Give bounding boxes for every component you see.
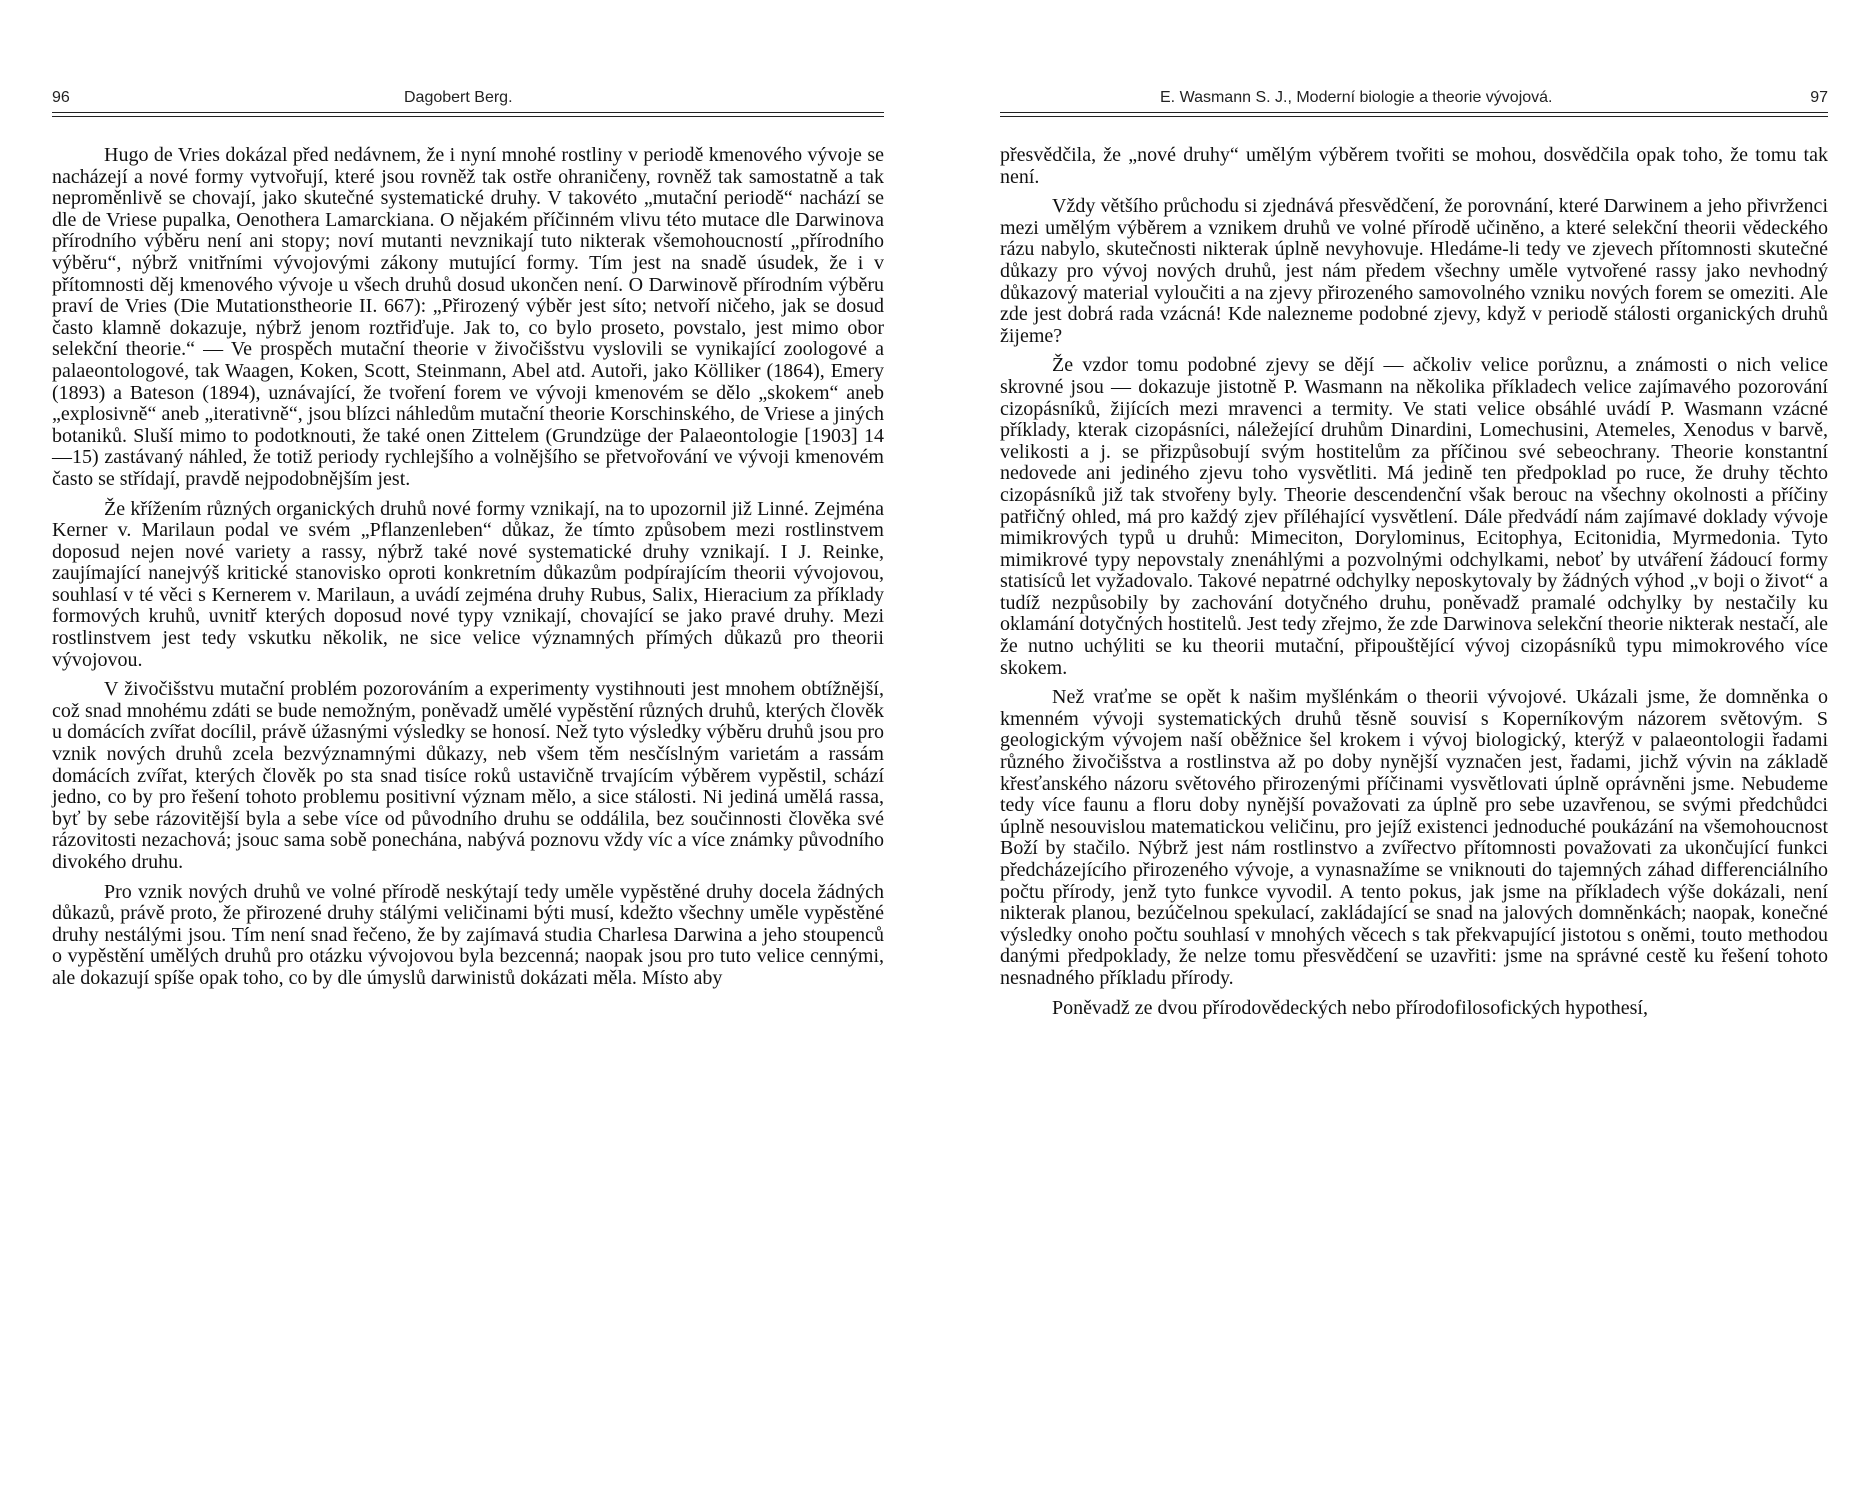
body-text: [1000, 145, 1828, 1027]
page-number: 97: [1810, 89, 1828, 106]
header-rule: [1000, 116, 1828, 117]
paragraph: Pro vznik nových druhů ve volné přírodě neskýtají tedy uměle vypěstěné druhy docela žádných důkazů, právě proto, že přirozené druhy stálými veličinami býti musí, kdežto všechny uměle vypěstěné druhy nestálými jsou. Tím není snad řečeno, že by zajímavá studia Charlesa Darwina a jeho stoupenců o vypěstění umělých druhů pro otázku vývojovou byla bezcenná; naopak jsou pro tuto velice cennými, ale dokazují spíše opak toho, co by dle úmyslů darwinistů dokázati měla. Místo aby: [52, 880, 884, 989]
paragraph: přesvědčila, že „nové druhy“ umělým výběrem tvořiti se mohou, dosvědčila opak toho, že tomu tak není.: [1000, 144, 1828, 188]
running-head: [52, 89, 884, 111]
paragraph: Hugo de Vries dokázal před nedávnem, že i nyní mnohé rostliny v periodě kmenového vývoje se nacházejí a nové formy vytvořují, které jsou rovněž tak ostře ohraničeny, rovněž tak samostatně a tak neproměnlivě se chovají, jako skutečné systematické druhy. V takovéto „mutační periodě“ nachází se dle de Vriese pupalka, Oenothera Lamarckiana. O nějakém příčinném vlivu této mutace dle Darwinova přírodního výběru není ani stopy; noví mutanti nevznikají tuto nikterak všemohoucností „přírodního výběru“, nýbrž vnitřními vývojovými zákony mutující formy. Tím jest na snadě úsudek, že i v přítomnosti děj kmenového vývoje u všech druhů dosud ukončen není. O Darwinově přírodním výběru praví de Vries (Die Mutationstheorie II. 667): „Přirozený výběr jest síto; netvoří ničeho, jak se dosud často klamně dokazuje, nýbrž jenom roztřiďuje. Jak to, co bylo proseto, povstalo, jest mimo obor selekční theorie.“ — Ve prospěch mutační theorie v živočišstvu vyslovili se vynikající zoologové a palaeontologové, tak Waagen, Koken, Scott, Steinmann, Abel atd. Autoři, jako Kölliker (1864), Emery (1893) a Bateson (1894), uznávající, že tvoření forem ve vývoji kmenovém se dělo „skokem“ aneb „explosivně“ aneb „iterativně“, jsou blízci náhledům mutační theorie Korschinského, de Vriese a jiných botaniků. Sluší mimo to podotknouti, že také onen Zittelem (Grundzüge der Palaeontologie [1903] 14—15) zastávaný náhled, že totiž periody rychlejšího a volnějšího se přetvořování ve vývoji kmenovém často se střídají, pravdě nejpodobnějším jest.: [52, 144, 884, 490]
left-page: [52, 0, 884, 1500]
running-title: E. Wasmann S. J., Moderní biologie a theorie vývojová.: [1160, 89, 1553, 106]
paragraph: V živočišstvu mutační problém pozorováním a experimenty vystihnouti jest mnohem obtížnější, což snad mnohému zdáti se bude nemožným, poněvadž umělé vypěstění různých druhů, kterých člověk u domácích zvířat docílil, právě úžasnými výsledky se honosí. Než tyto výsledky výběru druhů jsou pro vznik nových druhů zcela bezvýznamnými důkazy, neb všem těm nesčíslným varietám a rassám domácích zvířat, kterých člověk po sta snad tisíce roků ustavičně trvajícím výběrem vypěstil, schází jedno, co by pro řešení tohoto problemu positivní význam mělo, a sice stálosti. Ni jediná umělá rassa, byť by sebe rázovitější byla a sebe více od původního druhu se oddálila, bez součinnosti člověka své rázovitosti nezachová; jsouc sama sobě ponechána, nabývá poznovu vždy víc a více známky původního divokého druhu.: [52, 678, 884, 873]
paragraph: Poněvadž ze dvou přírodovědeckých nebo přírodofilosofických hypothesí,: [1052, 996, 1648, 1019]
header-rule: [52, 112, 884, 113]
paragraph: Že křížením různých organických druhů nové formy vznikají, na to upozornil již Linné. Zejména Kerner v. Marilaun podal ve svém „Pflanzenleben“ důkaz, že tímto způsobem mezi rostlinstvem doposud nejen nové variety a rassy, nýbrž také nové systematické druhy vznikají. I J. Reinke, zaujímající nanejvýš kritické stanovisko oproti konkretním důkazům podpírajícím theorii vývojovou, souhlasí v té věci s Kernerem v. Marilaun, a uvádí zejména druhy Rubus, Salix, Hieracium za příklady formových kruhů, uvnitř kterých doposud nové typy vznikají, chovající se jako pravé druhy. Mezi rostlinstvem jest tedy vskutku několik, ne sice velice významných přímých důkazů pro theorii vývojovou.: [52, 497, 884, 671]
running-title: Dagobert Berg.: [404, 89, 513, 106]
page-number: 96: [52, 89, 70, 106]
right-page: [1000, 0, 1828, 1500]
paragraph: Že vzdor tomu podobné zjevy se dějí — ačkoliv velice porůznu, a známosti o nich velice skrovné jsou — dokazuje jistotně P. Wasmann na několika příkladech velice zajímavého pozorování cizopásníků, žijících mezi mravenci a termity. Ve stati velice obsáhlé uvádí P. Wasmann vzácné příklady, kterak cizopásníci, náležející druhům Dinardini, Lomechusini, Atemeles, Xenodus v barvě, velikosti a j. se přizpůsobují svým hostitelům za příčinou své sebeochrany. Theorie konstantní nedovede ani jediného zjevu toho vysvětliti. Má jedině ten předpoklad po ruce, že druhy těchto cizopásníků již tak stvořeny byly. Theorie descendenční však berouc na všechny okolnosti a příčiny patřičný ohled, má pro každý zjev příléhající vysvětlení. Dále předvádí nám zajímavé doklady vývoje mimikrových typů u druhů: Mimeciton, Dorylominus, Ecitophya, Ecitonidia, Myrmedonia. Tyto mimikrové typy nepovstaly znenáhlými a pozvolnými odchylkami, neboť by utváření žádoucí formy statisíců let vyžadovalo. Takové nepatrné odchylky neposkytovaly by žádných výhod „v boji o život“ a tudíž nezpůsobily by zachování dotyčného druhu, poněvadž pramalé odchylky by nestačily ku oklamání dotyčných hostitelů. Jest tedy zřejmo, že zde Darwinova selekční theorie nikterak nestačí, ale že nutno uchýliti se ku theorii mutační, připouštějící vývoj cizopásníků typu mimokrového více skokem.: [1000, 354, 1828, 679]
paragraph: Než vraťme se opět k našim myšlénkám o theorii vývojové. Ukázali jsme, že domněnka o kmenném vývoji systematických druhů těsně souvisí s Koperníkovým názorem světovým. S geologickým vývojem naší oběžnice šel krokem i vývoj biologický, kterýž v palaeontologii řadami různého živočišstva a rostlinstva až po doby nynější vyznačen jest, řadami, jichž vývin na základě křesťanského názoru světového přirozenými příčinami vysvětlovati úplně oprávněni jsme. Nebudeme tedy více faunu a floru doby nynější považovati za úplně pro sebe uzavřenou, se svými předchůdci úplně nesouvislou matematickou veličinu, pro jejíž existenci jednoduché poukázání na všemohoucnost Boží by stačilo. Nýbrž jest nám rostlinstvo a zvířectvo přítomnosti považovati za ukončující funkci předcházejícího přirozeného vývoje, a vynasnažíme se vniknouti do tajemných záhad differenciálního počtu přírody, jenž tyto funkce vyvodil. A tento pokus, jak jsme na příkladech výše dokázali, není nikterak planou, bezúčelnou spekulací, zakládající se snad na jalových domněnkách; naopak, konečné výsledky onoho počtu souhlasí v mnohých věcech s tak překvapující jistotou s oněmi, touto methodou danými předpoklady, že nelze tomu přesvědčení se uzavřiti: jsme na správné cestě ku řešení tohoto nesnadného příkladu přírody.: [1000, 686, 1828, 989]
paragraph: Vždy většího průchodu si zjednává přesvědčení, že porovnání, které Darwinem a jeho přivrženci mezi umělým výběrem a vznikem druhů ve volné přírodě učiněno, a které selekční theorii vědeckého rázu nabylo, skutečnosti nikterak úplně nevyhovuje. Hledáme-li tedy ve zjevech přítomnosti skutečné důkazy pro vývoj nových druhů, jest nám předem všechny uměle vytvořené rassy jako nevhodný důkazový material vyloučiti a na zjevy přirozeného samovolného vzniku nových forem se omeziti. Ale zde jest dobrá rada vzácná! Kde nalezneme podobné zjevy, když v periodě stálosti organických druhů žijeme?: [1000, 195, 1828, 347]
header-rule: [52, 116, 884, 117]
running-head: [1000, 89, 1828, 111]
body-text: [52, 145, 884, 998]
header-rule: [1000, 112, 1828, 113]
